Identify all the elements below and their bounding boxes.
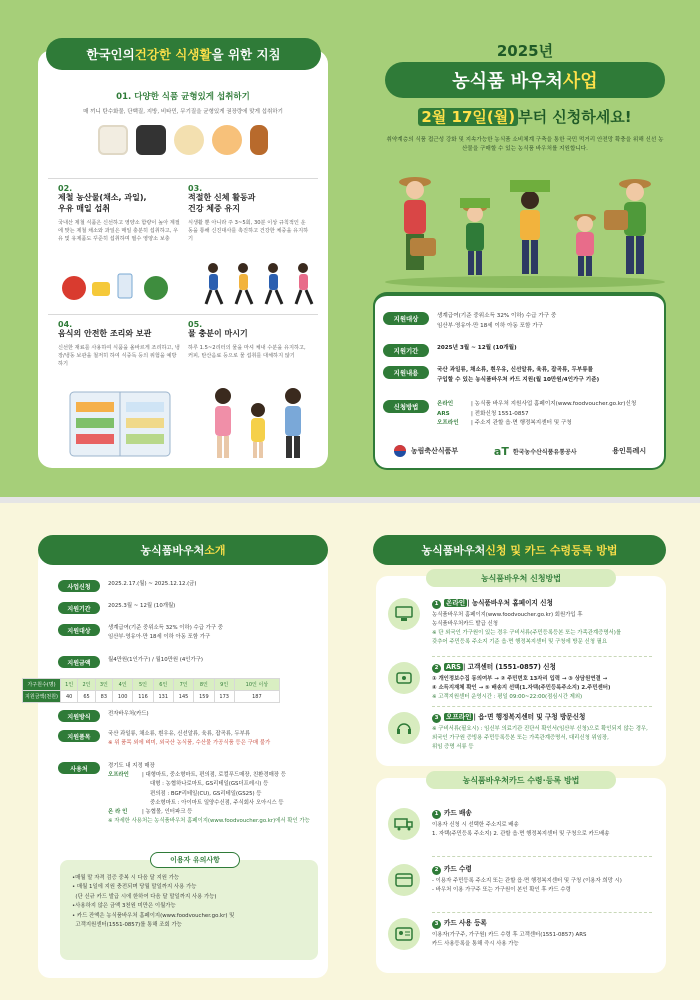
at-mark-icon: aT — [493, 444, 509, 458]
refrigerator-illustration — [60, 388, 180, 460]
hero-intro: 취약계층의 식품 접근성 강화 및 지속가능한 농식품 소비체계 구축을 통한 국민 먹거리 안전망 확충을 위해 신선 농산물을 구매할 수 있는 농식품 바우처를 지원합니다. — [386, 137, 664, 152]
info-period: 지원기간 2025년 3월 ~ 12월 (10개월) — [383, 344, 517, 357]
lunchbox-icon — [136, 125, 166, 155]
computer-icon — [388, 598, 420, 630]
guide-divider — [48, 178, 318, 179]
step-divider — [432, 656, 652, 657]
table-row: 지원금액(천원) 40 65 83 100 116 131 145 159 173 187 — [23, 691, 280, 703]
step-divider — [432, 706, 652, 707]
card-icon — [388, 864, 420, 896]
runners-illustration — [198, 260, 318, 308]
step-divider — [432, 856, 652, 857]
guide-item-3: 03. 적절한 신체 활동과 건강 체중 유지 식생활 뿐 아니라 주 3~5회, 30분 이상 규칙적인 운동을 통해 신진대사를 촉진하고 건강한 체중을 유지하기 — [188, 184, 309, 242]
guide-item-2-title: 제철 농산물(채소, 과일), 우유 매일 섭취 — [58, 193, 147, 213]
hero-title: 농식품 바우처 사업 — [385, 62, 665, 98]
diet-guide-card — [38, 47, 328, 468]
table-row: 가구원수(명) 1인 2인 3인 4인 5인 6인 7인 8인 9인 10인 이상 — [23, 679, 280, 691]
intro-row-method: 지원방식 전자바우처(카드) — [58, 710, 149, 722]
apply-step-online: 1 온라인 | 농식품바우처 홈페이지 신청 농식품바우처 홈페이지(www.foodvoucher.go.kr) 회원가입 후 농식품바우처카드 발급 신청 ※ 단 외국인 가구원이 있는 경우 구비서류(주민등록등본 또는 가족관계증명서)를 갖추어 주민등록 주소지 기준 읍·면 행정복지센터 및 구청에 방문 신청 필요 — [388, 598, 658, 647]
diet-guide-title: 한국인의 건강한 식생활 을 위한 지침 — [46, 38, 321, 70]
voucher-intro-title: 농식품바우처 소개 — [38, 535, 328, 565]
list-item: • 카드 잔액은 농식품바우처 홈페이지(www.foodvoucher.go.kr) 및 — [72, 912, 235, 919]
list-item: •매월 말 자격 검증 중복 시 다음 달 지원 가능 — [72, 875, 180, 881]
apply-step-ars: 2 ARS | 고객센터 (1551-0857) 신청 ① 개인정보수집 동의여부 → ② 주민번호 13자리 입력 → ③ 상담원연결 → ④ 소득지재체 확인 → ⑤ 배송지 선택(1.자택(주민등록주소지) 2.주민센터) ※ 고객지원센터 운영시간 : 평일 09:00~22:00(점심시간 제외) — [388, 662, 658, 702]
guide-item-4: 04. 음식의 안전한 조리와 보관 신선한 재료를 사용하여 식품을 올바르게 조리하고, 냉장/냉동 보관을 철저히 하여 식중독 등의 위험을 예방하기 — [58, 320, 180, 367]
egg-toast-icon — [212, 125, 242, 155]
program-info-card — [373, 292, 666, 470]
at-logo: aT 한국농수산식품유통공사 — [493, 444, 577, 458]
farmers-illustration — [380, 170, 670, 290]
headset-icon — [388, 712, 420, 744]
apply-step-offline: 3 오프라인 | 읍·면 행정복지센터 및 구청 방문신청 ※ 구비서류(필요시) : 임신부 의료기관 진단서 확인서(임산부 신청)으로 확인되지 않는 경우, 외국인 가구원 증빙용 주민등록등본 또는 가족관계증명서, 대리신청 위임장, 위임 증명 서류 등 — [388, 712, 658, 752]
guide-item-5: 05. 물 충분이 마시기 하루 1.5~2리터의 물을 마셔 체내 수분을 유지하고, 커피, 탄산음료 등으로 물 섭취를 대체하지 않기 — [188, 320, 306, 359]
hero-apply-date: 2월 17일(월) 부터 신청하세요! — [380, 106, 670, 127]
apply-method-card: 농식품바우처 신청방법 1 온라인 | 농식품바우처 홈페이지 신청 농식품바우처 홈페이지(www.foodvoucher.go.kr) 회원가입 후 농식품바우처카드 발급 신청 ※ 단 외국인 가구원이 있는 경우 구비서류(주민등록등본 또는 가족관계증명서)를 갖추어 주민등록 주소지 기준 읍·면 행정복지센터 및 구청에 방문 신청 필요 2 ARS | 고객센터 (1551-0857) 신청 ① 개인정보수집 동의여부 → ② 주민번호 13자리 입력 → ③ 상담원연결 → ④ 소득지재체 확인 → ⑤ 배송지 선택(1.자택(주민등록주소지) 2.주민센터) ※ 고객지원센터 운영시간 : 평일 09:00~22:00(점심시간 제외) 3 오프라인 | 읍·면 행정복지센터 및 구청 방문신청 ※ 구비서류(필요시) : 임신부 의료기관 진단서 확인서(임산부 신청)으로 확인되지 않는 경우, 외국인 가구원 증빙용 주민등록등본 또는 가족관계증명서, 대리신청 위임장, 위임 증명 서류 등 — [376, 576, 666, 766]
step-divider — [432, 912, 652, 913]
guide-item-1: 01. 다양한 식품 균형있게 섭취하기 매 끼니 탄수화물, 단백질, 지방, 비타민, 무기질을 균형있게 권장량에 맞게 섭취하기 — [38, 90, 328, 155]
intro-row-apply: 사업신청 2025.2.17.(월) ~ 2025.12.12.(금) — [58, 580, 197, 592]
honey-jar-icon — [250, 125, 268, 155]
info-target: 지원대상 생계급여(기준 중위소득 32% 이하) 수급 가구 중 임산부·영유아·만 18세 이하 아동 포함 가구 — [383, 312, 556, 331]
ministry-logo: 농림축산식품부 — [393, 444, 458, 458]
guide-item-2: 02. 제철 농산물(채소, 과일), 우유 매일 섭취 국내산 제철 식품은 신선하고 영양소 함량이 높아 계절에 맞는 제철 채소와 과일은 매일 충분히 섭취하고, 우유 및 유제품도 꾸준히 섭취하며 필수 영양소 보충 — [58, 184, 180, 242]
list-item: •사용하지 않은 금액 3천원 미만은 이월가능 — [72, 903, 176, 910]
family-water-illustration — [203, 386, 313, 462]
card-receipt-card: 농식품바우처카드 수령·등록 방법 1 카드 배송 이용자 신청 시 선택한 주소지로 배송 1. 자택(주민등록 주소지) 2. 관할 읍·면 행정복지센터 및 구청으로 카드배송 2 카드 수령 - 이용자 주민등록 주소지 또는 관할 읍·면 행정복지센터 및 구청 (이용자 희망 시) - 바우처 이용 가구주 또는 가구원이 본인 확인 후 카드 수령 3 카드 사용 등록 이용자(가구주, 가구원) 카드 수령 후 고객센터(1551-0857) ARS 카드 사용등록을 통해 즉시 사용 가능 — [376, 778, 666, 973]
support-amount-table — [22, 678, 280, 703]
info-method: 신청방법 온라인 | 농식품 바우처 지원사업 홈페이지(www.foodvoucher.go.kr)신청 ARS | 전화신청 1551-0857 오프라인 | 주소지 관할 읍·면 행정복지센터 및 구청 — [383, 400, 636, 429]
intro-row-place: 사용처 경기도 내 지정 매장 오프라인 | 대형마트, 중소형마트, 편의점, 로컬푸드매장, 친환경매장 등 대형 : 농협하나로마트, GS리테일(GS더프레시) 등 편의점 : BGF리테일(CU), GS리테일(GS25) 등 중소형마트 : 아이마트 일양수신점, 주식회사 오아시스 등 온 라 인 | 농협몰, 인터파크 등 ※ 자세한 사용처는 농식품바우처 홈페이지(www.foodvoucher.go.kr)에서 확인 가능 — [58, 762, 310, 826]
list-item: 고객지원센터(1551-0857)를 통해 조회 가능 — [72, 922, 182, 929]
intro-row-items: 지원품목 국산 과일류, 채소류, 흰우유, 신선알류, 육류, 잡곡류, 두부류 ※ 위 품목 외에 벼미, 외국산 농식품, 수산물 가공식품 등은 구매 불가 — [58, 730, 270, 748]
delivery-truck-icon — [388, 808, 420, 840]
phone-icon — [388, 662, 420, 694]
info-content: 지원내용 국산 과일류, 채소류, 흰우유, 신선알류, 육류, 잡곡류, 두부류를 구입할 수 있는 농식품바우처 카드 지원(월 10만원/4인가구 기준) — [383, 366, 599, 385]
intro-row-amount: 지원금액 월4만원(1인가구) / 월10만원 (4인가구) — [58, 656, 203, 668]
id-card-icon — [388, 918, 420, 950]
hero-year: 2025년 — [496, 42, 554, 60]
card-step-delivery: 1 카드 배송 이용자 신청 시 선택한 주소지로 배송 1. 자택(주민등록 주소지) 2. 관할 읍·면 행정복지센터 및 구청으로 카드배송 — [388, 808, 658, 840]
rice-meal-icon — [98, 125, 128, 155]
taegeuk-icon — [393, 444, 407, 458]
intro-row-period: 지원기간 2025.3월 ~ 12월 (10개월) — [58, 602, 175, 614]
list-item: • 매월 1일에 지원 충전되며 당월 말일까지 사용 가능 — [72, 884, 197, 891]
card-step-register: 3 카드 사용 등록 이용자(가구주, 가구원) 카드 수령 후 고객센터(1551-0857) ARS 카드 사용등록을 통해 즉시 사용 가능 — [388, 918, 658, 950]
guide-divider — [48, 314, 318, 315]
method-panel-title: 농식품바우처 신청 및 카드 수령등록 방법 — [373, 535, 666, 565]
salad-bowl-icon — [174, 125, 204, 155]
card-step-receipt: 2 카드 수령 - 이용자 주민등록 주소지 또는 관할 읍·면 행정복지센터 및 구청 (이용자 희망 시) - 바우처 이용 가구주 또는 가구원이 본인 확인 후 카드 수령 — [388, 864, 658, 896]
list-item: (단 신규 카드 발급 시에 한하여 다음 달 말일까지 사용 가능) — [72, 893, 217, 900]
fruit-milk-illustration — [60, 270, 180, 302]
food-illustrations — [38, 125, 328, 155]
user-caution-box: 이용자 유의사항 •매월 말 자격 검증 중복 시 다음 달 지원 가능 • 매월 1일에 지원 충전되며 당월 말일까지 사용 가능 (단 신규 카드 발급 시에 한하여 다음 달 말일까지 사용 가능) •사용하지 않은 금액 3천원 미만은 이월가능 • 카드 잔액은 농식품바우처 홈페이지(www.foodvoucher.go.kr) 및 고객지원센터(1551-0857)를 통해 조회 가능 — [60, 860, 318, 960]
intro-row-target: 지원대상 생계급여(기준 중위소득 32% 이하) 수급 가구 중 임산부·영유아·만 18세 이하 아동 포함 가구 — [58, 624, 223, 642]
sponsor-logos — [375, 444, 664, 458]
yongin-logo: 용인특례시 — [612, 447, 647, 455]
